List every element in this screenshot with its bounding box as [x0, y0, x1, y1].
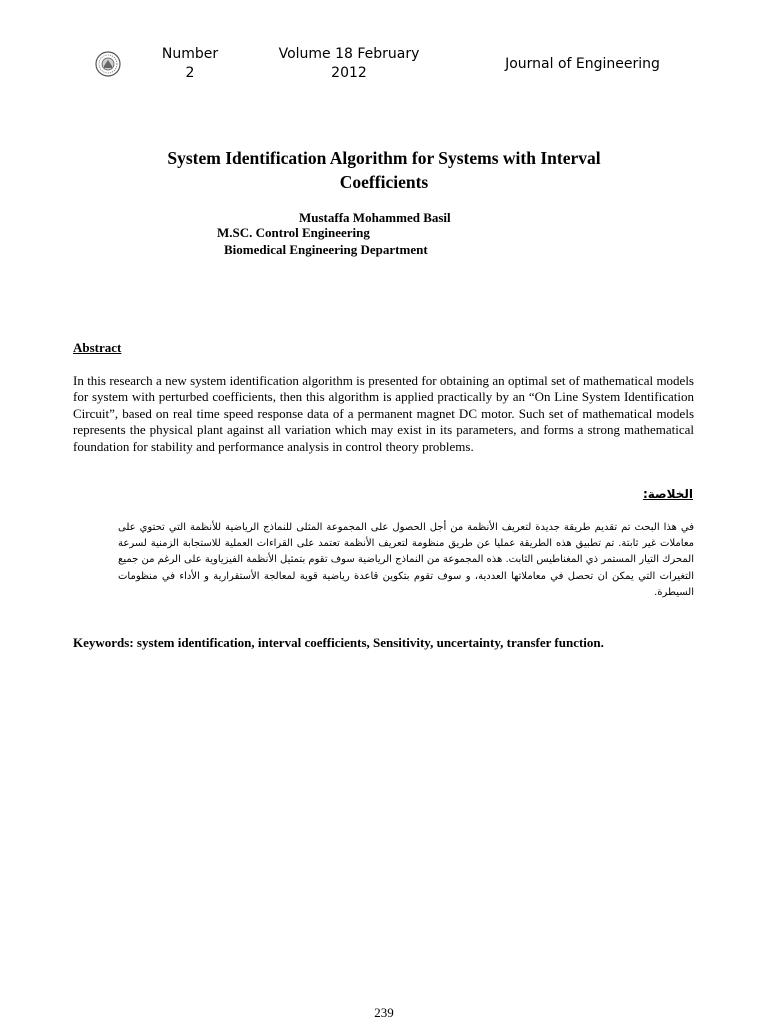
journal-name: Journal of Engineering	[505, 56, 660, 72]
paper-title-line-2: Coefficients	[339, 172, 429, 192]
keywords: Keywords: system identification, interval coefficients, Sensitivity, uncertainty, transfer function.	[73, 635, 604, 650]
author-name: Mustaffa Mohammed Basil	[299, 210, 451, 225]
author-department: Biomedical Engineering Department	[224, 242, 428, 257]
issue-number-value: 2	[185, 65, 195, 81]
page-number: 239	[374, 1005, 394, 1020]
abstract-text: In this research a new system identification algorithm is presented for obtaining an optimal set of mathematical models for system with perturbed coefficients, then this algorithm is applied practically by an “On Line System Identification Circuit”, based on real time speed response data of a permanent magnet DC motor. Such set of mathematical models represents the physical plant against all variation which may exist in its parameters, and forms a strong mathematical foundation for stability and performance analysis in control theory problems.	[73, 373, 694, 454]
volume-year: 2012	[331, 65, 367, 81]
arabic-abstract-text: في هذا البحث تم تقديم طريقة جديدة لتعريف الأنظمة من أجل الحصول على المجموعة المثلى للنماذج الرياضية للأنظمة التي تحتوي على معاملات غير ثابتة. تم تطبيق هذه الطريقة عمليا عن طريق منظومة لتعريف الأنظمة تعتمد على القراءات العملية للاستجابة الزمنية لسرعة المحرك التيار المستمر ذي المغناطيس الثابت. هذه المجموعة من النماذج الرياضية سوف تقوم بتمثيل الأنظمة الفيزياوية على الرغم من جميع التغيرات التي يمكن ان تحصل في معاملاتها العددية، و سوف تقوم بتكوين قاعدة رياضية قوية لمعالجة الأستقرارية و الأداء في منظومات السيطرة.	[118, 522, 694, 598]
seal-graphic	[95, 51, 121, 77]
paper-title	[100, 146, 668, 194]
abstract-heading: Abstract	[73, 340, 122, 355]
volume-date	[258, 45, 440, 83]
issue-number	[150, 45, 230, 83]
author-degree: M.SC. Control Engineering	[217, 225, 370, 240]
university-seal-icon	[95, 51, 121, 77]
arabic-abstract-heading: الخلاصة:	[642, 487, 693, 501]
paper-title-line-1: System Identification Algorithm for Systems with Interval	[167, 148, 601, 168]
issue-number-label: Number	[161, 46, 219, 62]
volume-month: Volume 18 February	[278, 46, 420, 62]
